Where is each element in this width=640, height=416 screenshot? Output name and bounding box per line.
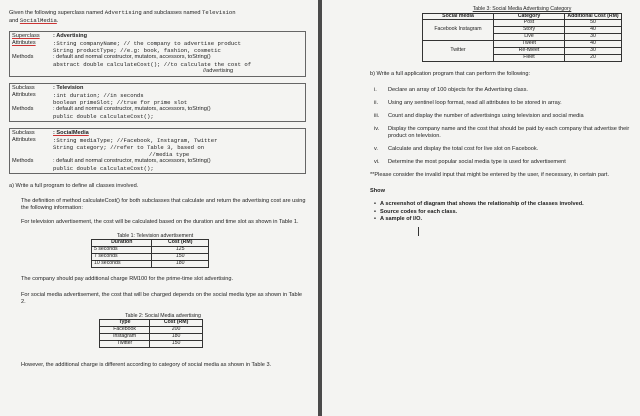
table-row: Fleet 20 [423,55,622,62]
table-row: Re-tweet 30 [423,48,622,55]
bullet-icon: • [374,201,376,208]
table-row: 5 seconds 125 [92,247,209,254]
attributes-label: Attributes [12,91,36,98]
show-title: Show [370,188,385,195]
table-row: 10 seconds 180 [92,261,209,268]
class-label: Subclass [12,84,35,91]
list-item: • A screenshot of diagram that shows the relationship of the classes involved. [370,201,630,208]
table1-block [91,233,219,268]
table-row: Twitter Tweet 40 [423,41,622,48]
list-item: v. Calculate and display the total cost for live slot on Facebook. [374,146,539,153]
class-box-socialmedia [9,128,306,174]
list-item: vi. Determine the most popular social media type is used for advertisement [374,159,566,166]
class-box-television [9,83,306,122]
table-row: Facebook Instagram Post 50 [423,20,622,27]
attributes-value: :String companyName; // the company to advertise product String productType; //e.g: book, fashion, cosmetic [53,39,241,54]
text-cursor [418,227,419,236]
table-header: Category [494,13,565,20]
methods-label: Methods [12,53,34,60]
show-list [370,201,630,223]
task-list [370,87,630,166]
attributes-value: :String mediaType; //Facebook, Instagram, Twitter String category; //refer to Table 3, based on //media type [53,136,218,158]
bullet-icon: • [374,208,376,215]
table3-block [422,6,622,62]
paragraph: For social media advertisement, the cost that will be charged depends on the social media type as shown in Table 2. [21,292,302,305]
table1 [91,239,209,268]
list-item: iii. Count and display the number of advertisings using television and social media [374,113,584,120]
table-row: Instagram 180 [100,334,203,341]
paragraph: The company should pay additional charge RM100 for the prime-time slot advertising. [21,276,234,283]
class-label: Superclass [12,32,40,39]
table-header: Type [100,320,150,327]
bullet-icon: • [374,216,376,223]
table-header: Cost (RM) [152,240,209,247]
table-header: Duration [92,240,152,247]
table-row: Twitter 150 [100,341,203,348]
intro-text: Given the following superclass named Advertising and subclasses named Television and SocialMedia. [9,9,236,24]
table-row: Story 40 [423,27,622,34]
question-b: b) Write a full application program that can perform the following: [370,71,531,78]
list-item: iv. Display the company name and the cost that should be paid by each company that advertise their product on television. [374,126,630,140]
table3-caption: Table 3: Social Media Advertising Category [472,6,572,12]
table1-caption: Table 1: Television advertisement [116,232,194,239]
attributes-value: :int duration; //in seconds boolean primeSlot; //true for prime slot [53,91,188,106]
paragraph: However, the additional charge is different according to category of social media as shown in Table 3. [21,362,272,369]
methods-value: : default and normal constructor, mutators, accessors, toString() public double calculateCost(); [53,105,211,120]
table-header: Social media [423,13,494,20]
table2-caption: Table 2: Social Media advertising [125,312,201,319]
methods-label: Methods [12,157,34,164]
note-text: **Please consider the invalid input that might be entered by the user, if necessary, in certain part. [370,172,610,179]
list-item: • Source codes for each class. [370,209,630,216]
table2-block [99,313,227,348]
class-name: : Television [53,84,84,91]
methods-value: : default and normal constructor, mutators, accessors, toString() abstract double calculateCost(); //to calculate the cost of //advertising [53,53,252,74]
class-name: : Advertising [53,32,87,39]
table2 [99,319,203,348]
table-row: 7 seconds 150 [92,254,209,261]
table-header: Additional Cost (RM) [565,13,622,20]
table-row: Facebook 200 [100,327,203,334]
attributes-label: Attributes [12,136,36,143]
document-page-left [0,0,318,416]
class-box-advertising [9,31,306,77]
document-page-right [322,0,640,416]
class-label: Subclass [12,129,35,136]
attributes-label: Attributes [12,39,36,46]
table3 [422,13,622,63]
list-item: • A sample of I/O. [370,216,630,223]
table-header: Cost (RM) [150,320,203,327]
paragraph: The definition of method calculateCost() for both subclasses that calculate and return the advertising cost are using the following information: [21,197,306,211]
list-item: ii. Using any sentinel loop format, read all attributes to be stored in array. [374,100,562,107]
paragraph: For television advertisement, the cost will be calculated based on the duration and time slot as shown in Table 1. [21,218,299,225]
methods-value: : default and normal constructor, mutators, accessors, toString() public double calculateCost(); [53,157,211,172]
class-name: : SocialMedia [53,129,89,136]
question-a: a) Write a full program to define all classes involved. [9,182,139,189]
table-row: Live 30 [423,34,622,41]
list-item: i. Declare an array of 100 objects for the Advertising class. [374,87,528,94]
methods-label: Methods [12,105,34,112]
